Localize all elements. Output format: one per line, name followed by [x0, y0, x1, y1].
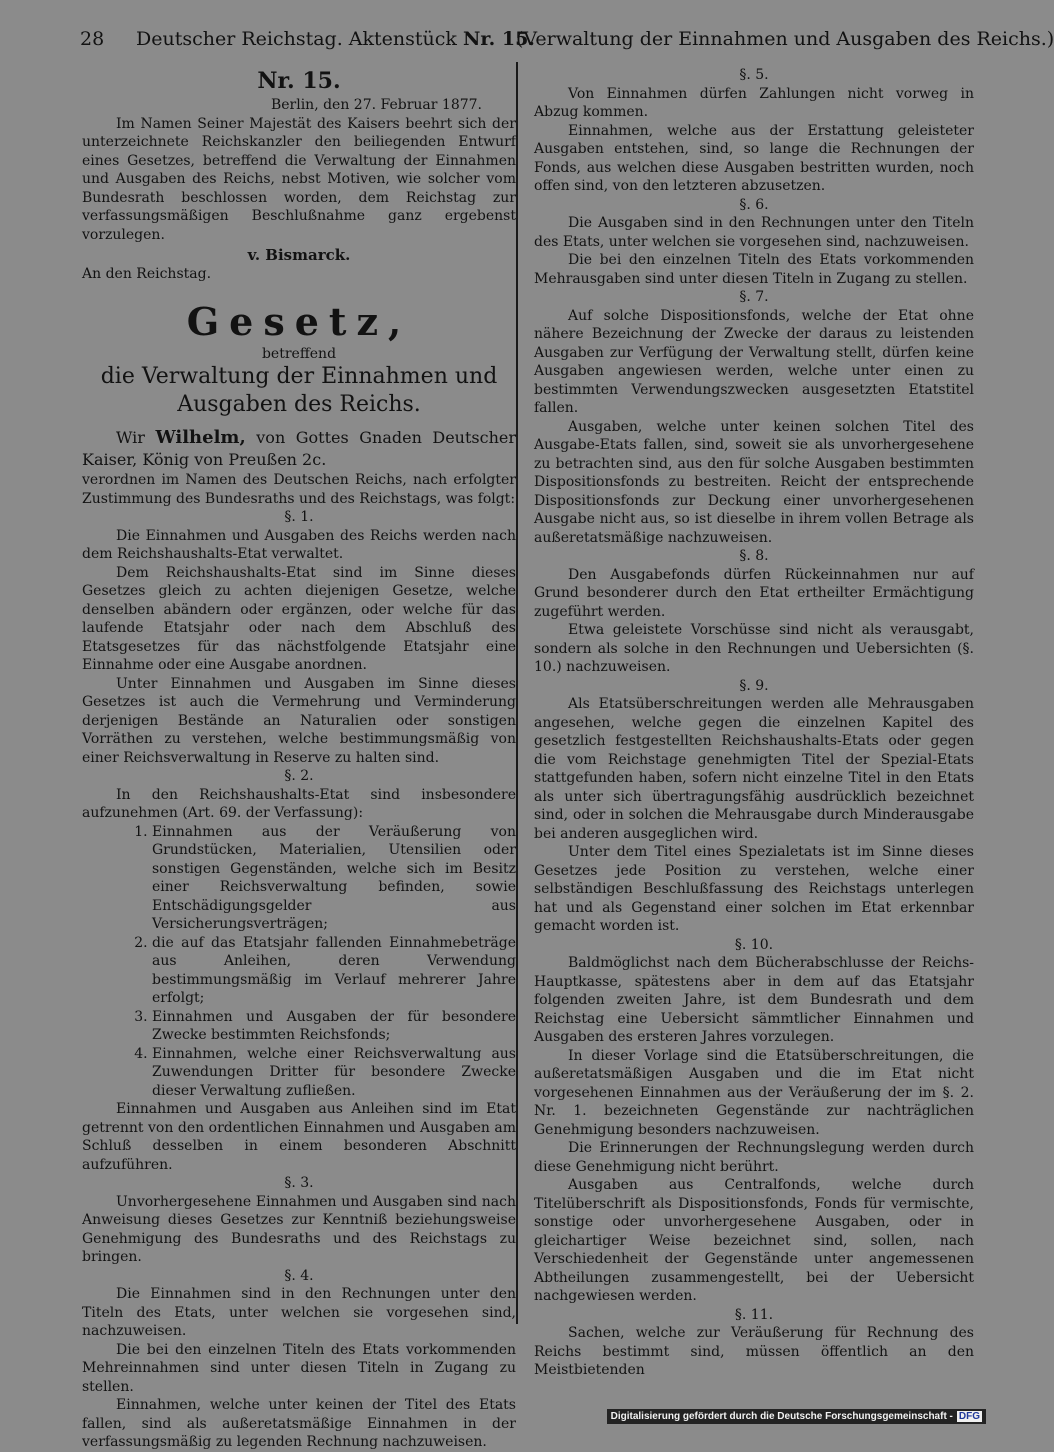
section-heading: §. 8. — [739, 548, 769, 564]
section-paragraph: Sachen, welche zur Veräußerung für Rechnung des Reichs bestimmt sind, müssen öffentlich an den Meistbietenden — [534, 1325, 974, 1378]
intro-paragraph: Im Namen Seiner Majestät des Kaisers beehrt sich der unterzeichnete Reichskanzler den beiliegenden Entwurf eines Gesetzes, betreffend die Verwaltung der Einnahmen und Ausgaben des Reichs, nebst Motiven, wie solcher vom Bundesrath beschlossen worden, dem Reichstag zur verfassungsmäßigen Beschlußnahme ganz ergebenst vorzulegen. — [82, 115, 516, 243]
section-heading: §. 11. — [734, 1306, 774, 1323]
verordnen-clause: verordnen im Namen des Deutschen Reichs, nach erfolgter Zustimmung des Bundesraths und des Reichstags, was folgt: — [82, 472, 516, 507]
section-heading: §. 9. — [739, 677, 769, 694]
right-column — [534, 66, 974, 1380]
section-paragraph: In dieser Vorlage sind die Etatsüberschreitungen, die außeretatsmäßigen Ausgaben und die im Etat nicht vorgesehenen Einnahmen aus der Veräußerung der im §. 2. Nr. 1. bezeichneten Gegenstände zur nachträglichen Genehmigung besonders nachzuweisen. — [534, 1047, 974, 1138]
addressee: An den Reichstag. — [82, 265, 212, 282]
dfg-logo: DFG — [958, 1411, 980, 1422]
section-paragraph: Einnahmen, welche unter keinen der Titel des Etats fallen, sind als außeretatsmäßige Einnahmen in der verfassungsmäßig zu legenden Rechnung nachzuweisen. — [82, 1397, 516, 1450]
enacting-formula — [82, 427, 516, 471]
section-heading: §. 3. — [284, 1175, 314, 1191]
section-paragraph: Die Erinnerungen der Rechnungslegung werden durch diese Genehmigung nicht berührt. — [534, 1140, 974, 1175]
section-heading: §. 7. — [739, 289, 769, 305]
section-paragraph: In den Reichshaushalts-Etat sind insbesondere aufzunehmen (Art. 69. der Verfassung): — [82, 786, 516, 821]
section-paragraph: Ausgaben aus Centralfonds, welche durch Titelüberschrift als Dispositionsfonds, Fonds für vermischte, sonstige oder unvorhergesehene Ausgaben, oder in gleichartiger Weise bezeichnet sind, sollen, nach Verschiedenheit der Gegenstände unter angemessenen Abtheilungen zusammengestellt, bei der Uebersicht nachgewiesen werden. — [534, 1177, 974, 1304]
law-title: Gesetz, — [186, 299, 412, 344]
section-paragraph: Die bei den einzelnen Titeln des Etats vorkommenden Mehrausgaben sind unter diesen Titeln in Zugang zu stellen. — [534, 252, 974, 287]
list-item: 4. Einnahmen, welche einer Reichsverwaltung aus Zuwendungen Dritter für besondere Zwecke dieser Verwaltung zufließen. — [152, 1045, 516, 1101]
section-heading: §. 1. — [284, 509, 314, 525]
section-paragraph: Unvorhergesehene Einnahmen und Ausgaben sind nach Anweisung dieses Gesetzes zur Kenntniß beziehungsweise Genehmigung des Bundesraths und des Reichstags zu bringen. — [82, 1193, 516, 1265]
list-item: 3. Einnahmen und Ausgaben der für besondere Zwecke bestimmten Reichsfonds; — [152, 1008, 516, 1045]
page-header — [40, 24, 1054, 58]
section-paragraph: Dem Reichshaushalts-Etat sind im Sinne dieses Gesetzes gleich zu achten diejenigen Gesetze, welche denselben abändern oder ergänzen, oder welche für das laufende Etatsjahr oder nach dem Abschluß des Etatsgesetzes für das nächstfolgende Etatsjahr eine Einnahme oder eine Ausgabe anordnen. — [82, 564, 516, 673]
section-heading: §. 4. — [284, 1267, 314, 1284]
section-paragraph: Den Ausgabefonds dürfen Rückeinnahmen nur auf Grund besonderer durch den Etat ertheilter Ermächtigung zugeführt werden. — [534, 566, 974, 620]
wir-prefix: Wir — [116, 428, 145, 447]
monarch-title: von Gottes Gnaden Deutscher Kaiser, König von Preußen 2c. — [82, 428, 517, 469]
section-paragraph: Die Einnahmen und Ausgaben des Reichs werden nach dem Reichshaushalts-Etat verwaltet. — [82, 527, 516, 562]
section-paragraph: Einnahmen, welche aus der Erstattung geleisteter Ausgaben entstehen, sind, so lange die Rechnungen der Fonds, aus welchen diese Ausgaben bestritten wurden, noch offen sind, von den letzteren abzusetzen. — [534, 122, 974, 194]
section-paragraph: Unter dem Titel eines Spezialetats ist im Sinne dieses Gesetzes jede Position zu verstehen, welche einer selbständigen Beschlußfassung des Reichstags unterlegen hat und als Gegenstand einer solchen im Etat erkennbar gemacht worden ist. — [534, 844, 974, 934]
law-betreffend: betreffend — [261, 346, 337, 362]
section-paragraph: Etwa geleistete Vorschüsse sind nicht als verausgabt, sondern als solche in den Rechnungen und Uebersichten (§. 10.) nachzuweisen. — [534, 622, 974, 675]
dateline: Berlin, den 27. Februar 1877. — [270, 97, 482, 113]
signature: v. Bismarck. — [247, 246, 351, 264]
list-item: 1. Einnahmen aus der Veräußerung von Grundstücken, Materialien, Utensilien oder sonstigen Gegenständen, welche sich im Besitz einer Reichsverwaltung befinden, sowie Entschädigungsgelder aus Versicherungsverträgen; — [152, 823, 516, 934]
section-heading: §. 2. — [284, 768, 314, 784]
monarch-name: Wilhelm, — [155, 427, 246, 448]
section-paragraph: Einnahmen und Ausgaben aus Anleihen sind im Etat getrennt von den ordentlichen Einnahmen und Ausgaben am Schluß desselben in einem besonderen Abschnitt aufzuführen. — [82, 1101, 516, 1173]
section-heading: §. 6. — [739, 196, 769, 213]
column-divider — [516, 62, 518, 1324]
section-paragraph: Die bei den einzelnen Titeln des Etats vorkommenden Mehreinnahmen sind unter diesen Titeln in Zugang zu stellen. — [82, 1341, 516, 1395]
act-number: Nr. 15. — [462, 28, 535, 50]
list-item: 2. die auf das Etatsjahr fallenden Einnahmebeträge aus Anleihen, deren Verwendung bestimmungsmäßig im Verlauf mehrerer Jahre erfolgt; — [152, 934, 516, 1008]
section-paragraph: Von Einnahmen dürfen Zahlungen nicht vorweg in Abzug kommen. — [534, 85, 974, 120]
section-paragraph: Ausgaben, welche unter keinen solchen Titel des Ausgabe-Etats fallen, sind, soweit sie als unvorhergesehene zu betrachten sind, aus den für solche Ausgaben bestimmten Dispositionsfonds zu bestreiten. Reicht der entsprechende Dispositionsfonds zur Deckung einer unvorhergesehenen Ausgabe nicht aus, so ist dieselbe in ihrem vollen Betrage als außeretatsmäßige nachzuweisen. — [534, 418, 974, 546]
section-paragraph: Unter Einnahmen und Ausgaben im Sinne dieses Gesetzes ist auch die Vermehrung und Verminderung derjenigen Bestände an Naturalien oder sonstigen Vorräthen zu verstehen, welche bestimmungsmäßig von einer Reichsverwaltung in Reserve zu halten sind. — [82, 675, 516, 766]
running-title-text: Deutscher Reichstag. Aktenstück — [136, 28, 457, 50]
page-number: 28 — [80, 28, 105, 50]
enumerated-list — [82, 823, 516, 1101]
section-paragraph: Baldmöglichst nach dem Bücherabschlusse der Reichs-Hauptkasse, spätestens aber in dem auf das Etatsjahr folgenden zweiten Jahre, ist dem Bundesrath und dem Reichstag eine Uebersicht sämmtlicher Einnahmen und Ausgaben des ersteren Jahres vorzulegen. — [534, 955, 974, 1045]
section-paragraph: Die Ausgaben sind in den Rechnungen unter den Titeln des Etats, unter welchen sie vorgesehen sind, nachzuweisen. — [534, 215, 974, 250]
header-subject: (Verwaltung der Einnahmen und Ausgaben des Reichs.) — [516, 28, 1054, 50]
left-column — [82, 66, 516, 1452]
law-subtitle: die Verwaltung der Einnahmen und Ausgaben des Reichs. — [100, 364, 498, 417]
section-heading: §. 5. — [739, 67, 769, 83]
credit-text: Digitalisierung gefördert durch die Deutsche Forschungsgemeinschaft - — [610, 1411, 953, 1422]
section-heading: §. 10. — [734, 936, 774, 953]
running-title — [136, 28, 535, 50]
section-paragraph: Als Etatsüberschreitungen werden alle Mehrausgaben angesehen, welche gegen die einzelnen Kapitel des gesetzlich festgestellten Reichshaushalts-Etats oder gegen die vom Reichstage genehmigten Titel der Spezial-Etats stattgefunden haben, sofern nicht einzelne Titel in den Etats als unter sich übertragungsfähig ausdrücklich bezeichnet sind, oder in solchen die Mehrausgabe durch Minderausgabe bei anderen ausgeglichen wird. — [534, 696, 974, 842]
digitization-credit — [607, 1409, 986, 1424]
document-number-title: Nr. 15. — [257, 68, 341, 94]
section-paragraph: Die Einnahmen sind in den Rechnungen unter den Titeln des Etats, unter welchen sie vorgesehen sind, nachzuweisen. — [82, 1286, 516, 1339]
section-paragraph: Auf solche Dispositionsfonds, welche der Etat ohne nähere Bezeichnung der Zwecke der daraus zu leistenden Ausgaben zur Verfügung der Verwaltung stellt, dürfen keine Ausgaben angewiesen werden, welche unter einen zu bestimmten Verwendungszwecken ausgesetzten Etatstitel fallen. — [534, 307, 974, 416]
